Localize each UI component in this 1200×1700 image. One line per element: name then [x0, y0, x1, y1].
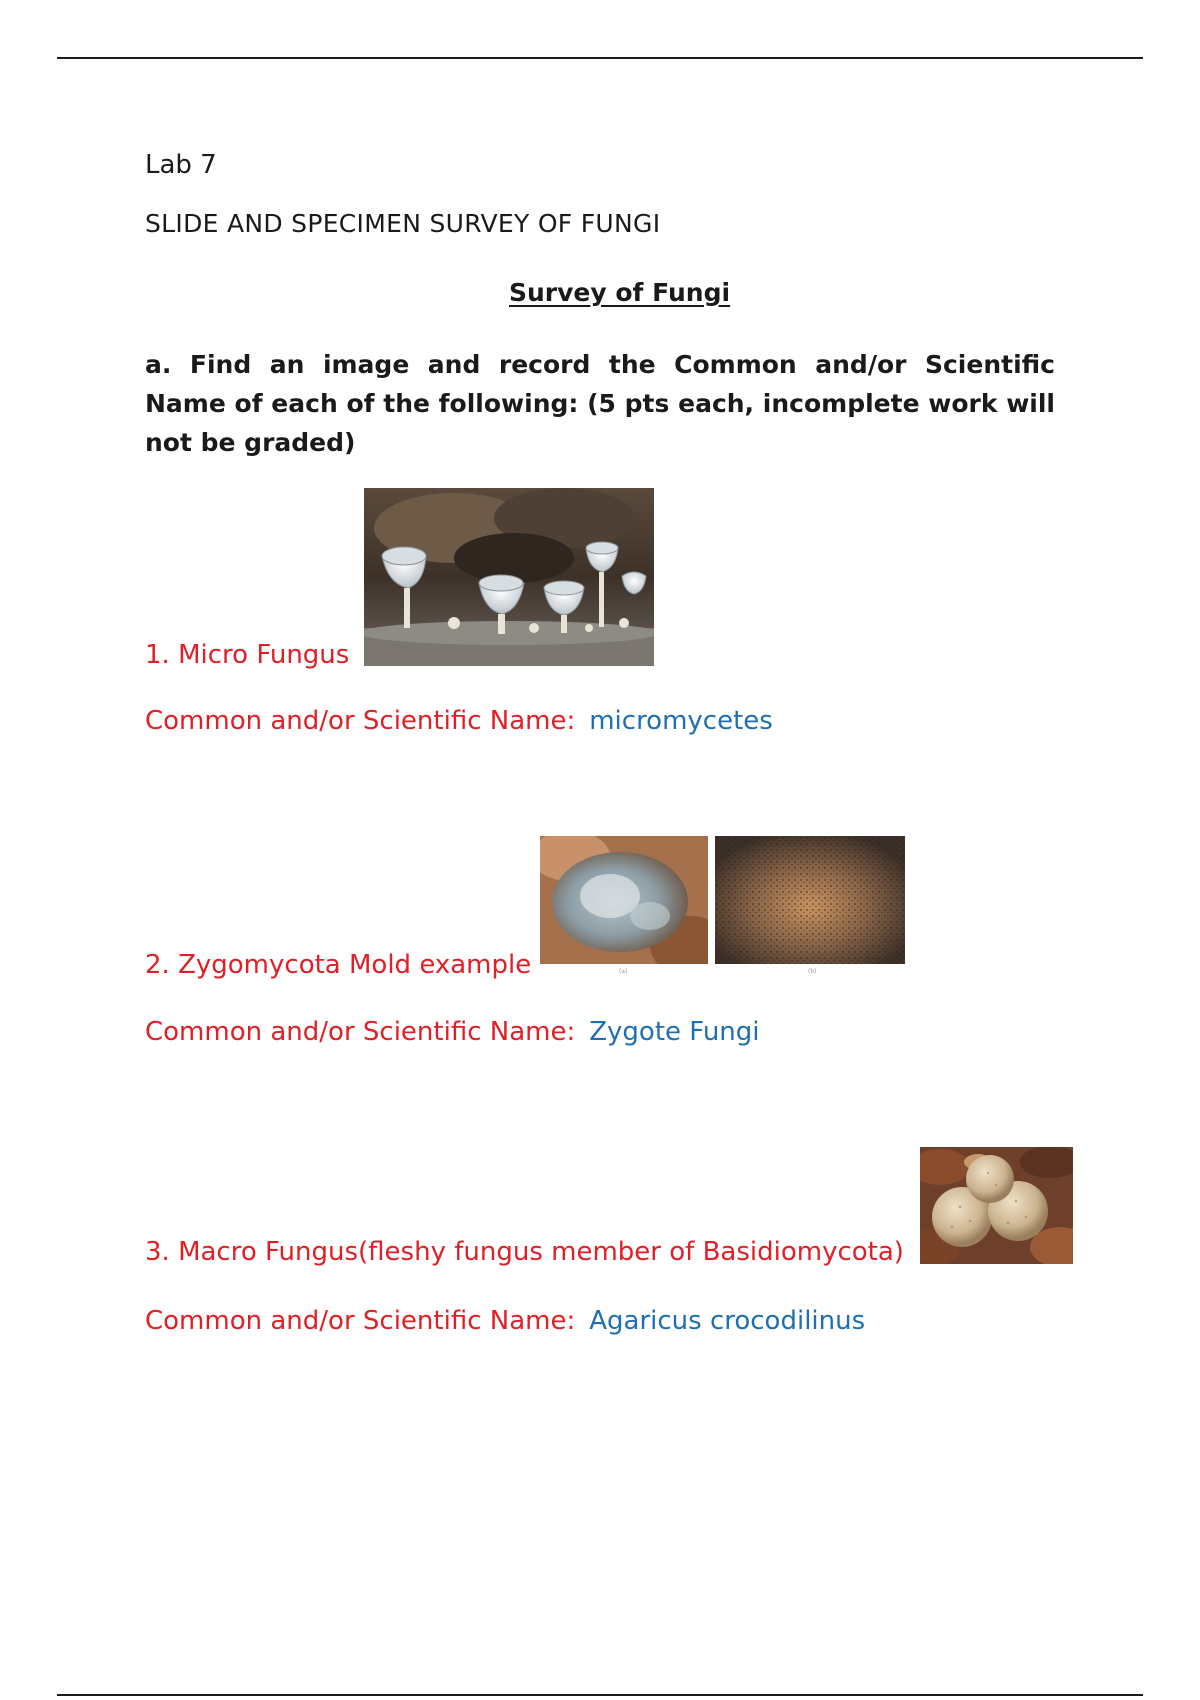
item-2-caption-a: (a)	[619, 968, 628, 975]
zygomycota-mold-photo-b	[715, 836, 905, 964]
macro-fungus-photo	[920, 1147, 1073, 1264]
lab-title: Lab 7	[145, 150, 217, 180]
top-rule	[57, 57, 1143, 59]
instruction-text: a. Find an image and record the Common and/or Scientific Name of each of the following: (5 pts each, incomplete work will not be graded)	[145, 350, 1055, 457]
item-2-label: 2. Zygomycota Mold example	[145, 950, 532, 980]
bottom-rule	[57, 1694, 1143, 1696]
section-heading: Survey of Fungi	[509, 278, 731, 307]
zygomycota-mold-photo-a	[540, 836, 708, 964]
lab-subtitle: SLIDE AND SPECIMEN SURVEY OF FUNGI	[145, 209, 661, 238]
item-2-name-label: Common and/or Scientific Name:	[145, 1017, 576, 1047]
item-1-name-label: Common and/or Scientific Name:	[145, 706, 576, 736]
item-1-label: 1. Micro Fungus	[145, 640, 350, 670]
item-2-name-line	[145, 1017, 760, 1047]
item-3-name-line	[145, 1306, 865, 1336]
item-2-caption-b: (b)	[808, 968, 817, 975]
item-1-name-line	[145, 706, 773, 736]
item-1-name-value: micromycetes	[589, 706, 773, 736]
micro-fungus-photo	[364, 488, 654, 666]
item-3-name-value: Agaricus crocodilinus	[589, 1306, 866, 1336]
item-3-label: 3. Macro Fungus(fleshy fungus member of Basidiomycota)	[145, 1237, 904, 1267]
item-3-name-label: Common and/or Scientific Name:	[145, 1306, 576, 1336]
item-2-name-value: Zygote Fungi	[589, 1017, 760, 1047]
